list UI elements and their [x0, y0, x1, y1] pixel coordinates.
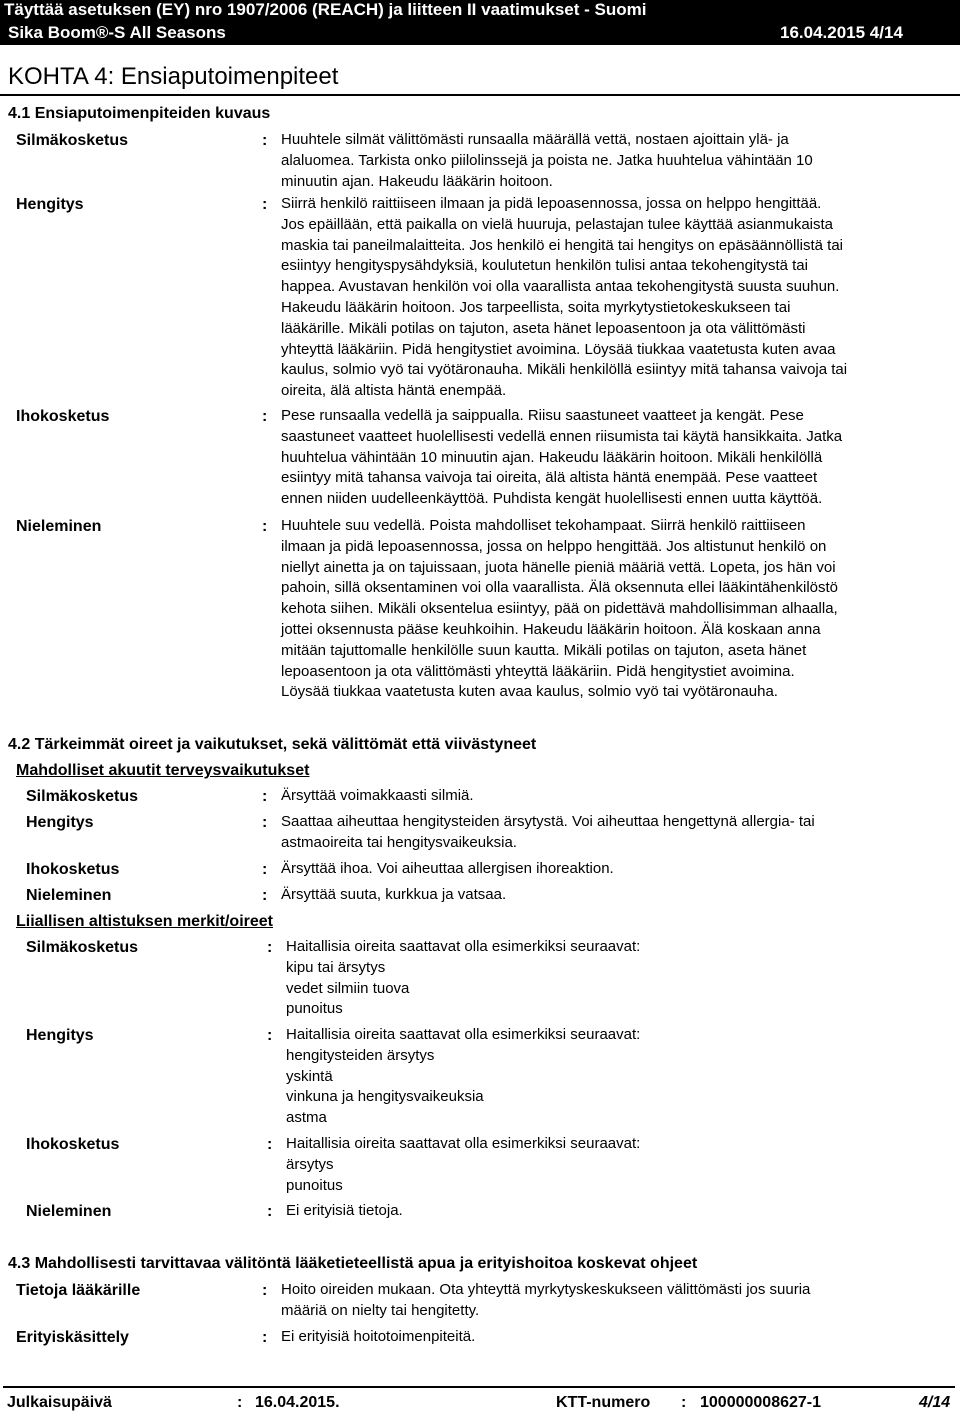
subsection-4-3-title: 4.3 Mahdollisesti tarvittavaa välitöntä lääketieteellistä apua ja erityishoitoa koskevat ohjeet	[8, 1255, 698, 1272]
entry-label: Nieleminen	[26, 1203, 112, 1220]
colon: :	[262, 1282, 268, 1299]
entry-text-ingestion: Huuhtele suu vedellä. Poista mahdolliset tekohampaat. Siirrä henkilö raittiiseen ilmaan ja pidä lepoasennossa, jossa on helppo hengittää. Jos altistunut henkilö on niellyt ainetta ja on tajuissaan, juota hänelle pieniä määriä vettä. Lopeta, jos hän voi pahoin, sillä oksentaminen voi olla vaarallista. Älä oksennuta ellei lääkintähenkilöstö kehota siihen. Mikäli oksentelua esiintyy, pää on pidettävä mahdollisimman alhaalla, jottei oksennusta pääse keuhkoihin. Hakeudu lääkärin hoitoon. Älä koskaan anna mitään tajuttomalle henkilölle suun kautta. Mikäli potilas on tajuton, aseta hänet lepoasentoon ja ota välittömästi yhteyttä lääkäriin. Pidä hengitystiet avoimina. Löysää tiukkaa vaatetusta kuten avaa kaulus, solmio vyö tai vyötäronauha.	[281, 517, 838, 701]
physician-notes-text: Hoito oireiden mukaan. Ota yhteyttä myrkytyskeskukseen välittömästi jos suuria määriä on nielty tai hengitetty.	[281, 1281, 811, 1319]
colon: :	[262, 408, 268, 425]
colon: :	[262, 788, 268, 805]
colon: :	[267, 939, 273, 956]
colon: :	[262, 1329, 268, 1346]
entry-label: Tietoja lääkärille	[16, 1282, 141, 1299]
entry-label: Ihokosketus	[26, 1136, 120, 1153]
date-and-page: 16.04.2015 4/14	[780, 23, 903, 42]
special-treatment-text: Ei erityisiä hoitotoimenpiteitä.	[281, 1328, 476, 1345]
colon: :	[262, 196, 268, 213]
colon: :	[267, 1136, 273, 1153]
subsection-4-1-title: 4.1 Ensiaputoimenpiteiden kuvaus	[8, 105, 271, 122]
entry-text-inhalation: Siirrä henkilö raittiiseen ilmaan ja pidä lepoasennossa, jossa on helppo hengittää. Jos epäillään, että paikalla on vielä huuruja, pelastajan tulee käyttää asianmukaista maskia tai paneilmalaitteita. Jos henkilö ei hengitä tai hengitys on epäsäännöllistä tai esiintyy hengityspysähdyksiä, koulutetun henkilön tulisi antaa tekohengitystä tai happea. Avustavan henkilön voi olla vaarallista antaa tekohengitystä suusta suuhun. Hakeudu lääkärin hoitoon. Jos tarpeellista, soita myrkytystietokeskukseen tai lääkärille. Mikäli potilas on tajuton, aseta hänet lepoasentoon ja ota välittömästi yhteyttä lääkäriin. Pidä hengitystiet avoimina. Löysää tiukkaa vaatetusta kuten avaa kaulus, solmio vyö tai vyötäronauha. Mikäli henkilöllä esiintyy mitä tahansa vaivoja tai oireita, älä altista häntä enempää.	[281, 195, 848, 400]
product-name: Sika Boom®-S All Seasons	[8, 23, 226, 42]
subsection-4-2-title: 4.2 Tärkeimmät oireet ja vaikutukset, sekä välittömät että viivästyneet	[8, 736, 537, 753]
entry-text-skin-contact: Pese runsaalla vedellä ja saippualla. Riisu saastuneet vaatteet ja kengät. Pese saastuneet vaatteet huolellisesti vedellä ennen riisumista tai käytä hansikkaita. Jatka huuhtelua vähintään 10 minuutin ajan. Hakeudu lääkärin hoitoon. Mikäli henkilöllä esiintyy mitä tahansa vaivoja tai oireita, älä altista häntä enempää. Pese vaatteet ennen niiden uudelleenkäyttöä. Puhdista kengät huolellisesti ennen uutta käyttöä.	[281, 407, 843, 508]
regulation-line: Täyttää asetuksen (EY) nro 1907/2006 (REACH) ja liitteen II vaatimukset - Suomi	[4, 0, 647, 19]
ktt-number-value: 100000008627-1	[700, 1394, 822, 1411]
overexp-text-skin: Haitallisia oireita saattavat olla esimerkiksi seuraavat: ärsytys punoitus	[286, 1135, 641, 1194]
colon: :	[262, 814, 268, 831]
acute-effects-heading: Mahdolliset akuutit terveysvaikutukset	[16, 762, 310, 779]
entry-label: Ihokosketus	[26, 861, 120, 878]
issue-date-value: 16.04.2015.	[255, 1394, 340, 1411]
entry-label: Hengitys	[26, 1027, 94, 1044]
acute-text-skin: Ärsyttää ihoa. Voi aiheuttaa allergisen ihoreaktion.	[281, 860, 614, 877]
colon: :	[262, 861, 268, 878]
acute-text-inhalation: Saattaa aiheuttaa hengitysteiden ärsytystä. Voi aiheuttaa hengettynä allergia- tai astmaoireita tai hengitysvaikeuksia.	[281, 813, 815, 851]
entry-label: Ihokosketus	[16, 408, 110, 425]
acute-text-ingestion: Ärsyttää suuta, kurkkua ja vatsaa.	[281, 886, 507, 903]
section-title: KOHTA 4: Ensiaputoimenpiteet	[8, 63, 339, 90]
colon: :	[262, 887, 268, 904]
entry-text-eye-contact: Huuhtele silmät välittömästi runsaalla määrällä vettä, nostaen ajoittain ylä- ja alaluomea. Tarkista onko piilolinssejä ja poista ne. Jatka huuhtelua vähintään 10 minuutin ajan. Hakeudu lääkärin hoitoon.	[281, 131, 813, 190]
colon: :	[267, 1027, 273, 1044]
entry-label: Hengitys	[16, 196, 84, 213]
overexp-text-ingestion: Ei erityisiä tietoja.	[286, 1202, 403, 1219]
document-header	[0, 0, 960, 45]
document-footer	[3, 1386, 955, 1418]
issue-date-label: Julkaisupäivä	[7, 1394, 112, 1411]
overexp-text-inhalation: Haitallisia oireita saattavat olla esimerkiksi seuraavat: hengitysteiden ärsytys yskintä vinkuna ja hengitysvaikeuksia astma	[286, 1026, 641, 1127]
entry-label: Nieleminen	[16, 518, 102, 535]
colon: :	[262, 518, 268, 535]
entry-label: Nieleminen	[26, 887, 112, 904]
entry-label: Hengitys	[26, 814, 94, 831]
entry-label: Erityiskäsittely	[16, 1329, 129, 1346]
colon: :	[237, 1394, 243, 1411]
colon: :	[681, 1394, 687, 1411]
colon: :	[267, 1203, 273, 1220]
colon: :	[262, 132, 268, 149]
acute-text-eye: Ärsyttää voimakkaasti silmiä.	[281, 787, 474, 804]
entry-label: Silmäkosketus	[16, 132, 129, 149]
entry-label: Silmäkosketus	[26, 788, 139, 805]
page-number: 4/14	[919, 1394, 951, 1411]
section-rule	[0, 94, 960, 96]
ktt-number-label: KTT-numero	[556, 1394, 651, 1411]
entry-label: Silmäkosketus	[26, 939, 139, 956]
overexp-text-eye: Haitallisia oireita saattavat olla esimerkiksi seuraavat: kipu tai ärsytys vedet silmiin tuova punoitus	[286, 938, 641, 1018]
overexposure-heading: Liiallisen altistuksen merkit/oireet	[16, 913, 273, 930]
